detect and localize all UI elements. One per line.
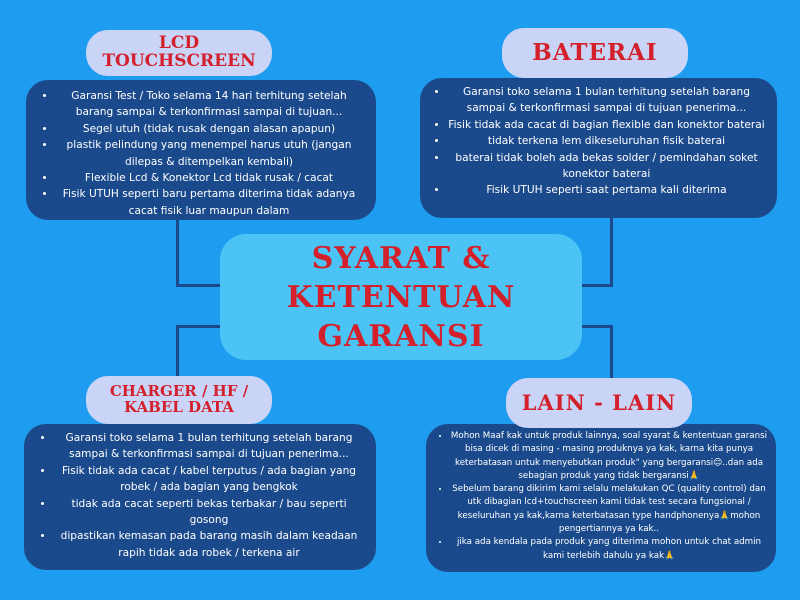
connector-line-bottom-right-vertical bbox=[610, 325, 613, 380]
lcd-term-item: • Segel utuh (tidak rusak dengan alasan apapun) bbox=[56, 121, 362, 137]
lcd-terms-card bbox=[26, 80, 376, 220]
lain-terms-list bbox=[430, 430, 768, 563]
charger-term-item: • Garansi toko selama 1 bulan terhitung setelah barang sampai & terkonfirmasi sampai di tujuan penerima... bbox=[54, 430, 364, 463]
lain-term-item: • jika ada kendala pada produk yang diterima mohon untuk chat admin kami terlebih dahulu ya kak🙏 bbox=[450, 536, 768, 563]
main-title: SYARAT & KETENTUAN GARANSI bbox=[220, 234, 582, 360]
baterai-term-item: • Fisik tidak ada cacat di bagian flexible dan konektor baterai bbox=[448, 117, 765, 133]
lain-section-title: LAIN - LAIN bbox=[506, 378, 692, 428]
lain-term-item: • Mohon Maaf kak untuk produk lainnya, soal syarat & kententuan garansi bisa dicek di masing - masing produknya ya kak, karna kita punya keterbatasan untuk menyebutkan produk" yang bergaransi😊..dan ada sebagian produk yang tidak bergaransi🙏 bbox=[450, 430, 768, 483]
charger-terms-list bbox=[34, 430, 364, 561]
charger-terms-card bbox=[24, 424, 376, 570]
connector-line-top-right-horizontal bbox=[580, 284, 613, 287]
connector-line-top-left-vertical bbox=[176, 214, 179, 286]
connector-line-bottom-left-horizontal bbox=[176, 325, 222, 328]
charger-term-item: • dipastikan kemasan pada barang masih dalam keadaan rapih tidak ada robek / terkena air bbox=[54, 528, 364, 561]
lcd-term-item: • plastik pelindung yang menempel harus utuh (jangan dilepas & ditempelkan kembali) bbox=[56, 137, 362, 170]
connector-line-bottom-right-horizontal bbox=[580, 325, 613, 328]
connector-line-top-left-horizontal bbox=[176, 284, 222, 287]
baterai-terms-list bbox=[428, 84, 765, 199]
connector-line-top-right-vertical bbox=[610, 212, 613, 286]
baterai-section-title: BATERAI bbox=[502, 28, 688, 78]
baterai-term-item: • Fisik UTUH seperti saat pertama kali diterima bbox=[448, 182, 765, 198]
baterai-terms-card bbox=[420, 78, 777, 218]
lcd-term-item: • Flexible Lcd & Konektor Lcd tidak rusak / cacat bbox=[56, 170, 362, 186]
charger-section-title: CHARGER / HF / KABEL DATA bbox=[86, 376, 272, 424]
charger-term-item: • tidak ada cacat seperti bekas terbakar / bau seperti gosong bbox=[54, 496, 364, 529]
lcd-term-item: • Fisik UTUH seperti baru pertama diterima tidak adanya cacat fisik luar maupun dalam bbox=[56, 186, 362, 219]
lcd-terms-list bbox=[36, 88, 362, 219]
baterai-term-item: • tidak terkena lem dikeseluruhan fisik baterai bbox=[448, 133, 765, 149]
charger-term-item: • Fisik tidak ada cacat / kabel terputus / ada bagian yang robek / ada bagian yang bengkok bbox=[54, 463, 364, 496]
baterai-term-item: • Garansi toko selama 1 bulan terhitung setelah barang sampai & terkonfirmasi sampai di tujuan penerima... bbox=[448, 84, 765, 117]
baterai-term-item: • baterai tidak boleh ada bekas solder / pemindahan soket konektor baterai bbox=[448, 150, 765, 183]
lain-terms-card bbox=[426, 424, 776, 572]
lain-term-item: • Sebelum barang dikirim kami selalu melakukan QC (quality control) dan utk dibagian lcd+touchscreen kami tidak test secara fungsional / keseluruhan ya kak,karna keterbatasan type handphonenya🙏mohon pengertiannya ya kak.. bbox=[450, 483, 768, 536]
lcd-term-item: • Garansi Test / Toko selama 14 hari terhitung setelah barang sampai & terkonfirmasi sampai di tujuan... bbox=[56, 88, 362, 121]
lcd-section-title: LCD TOUCHSCREEN bbox=[86, 30, 272, 76]
